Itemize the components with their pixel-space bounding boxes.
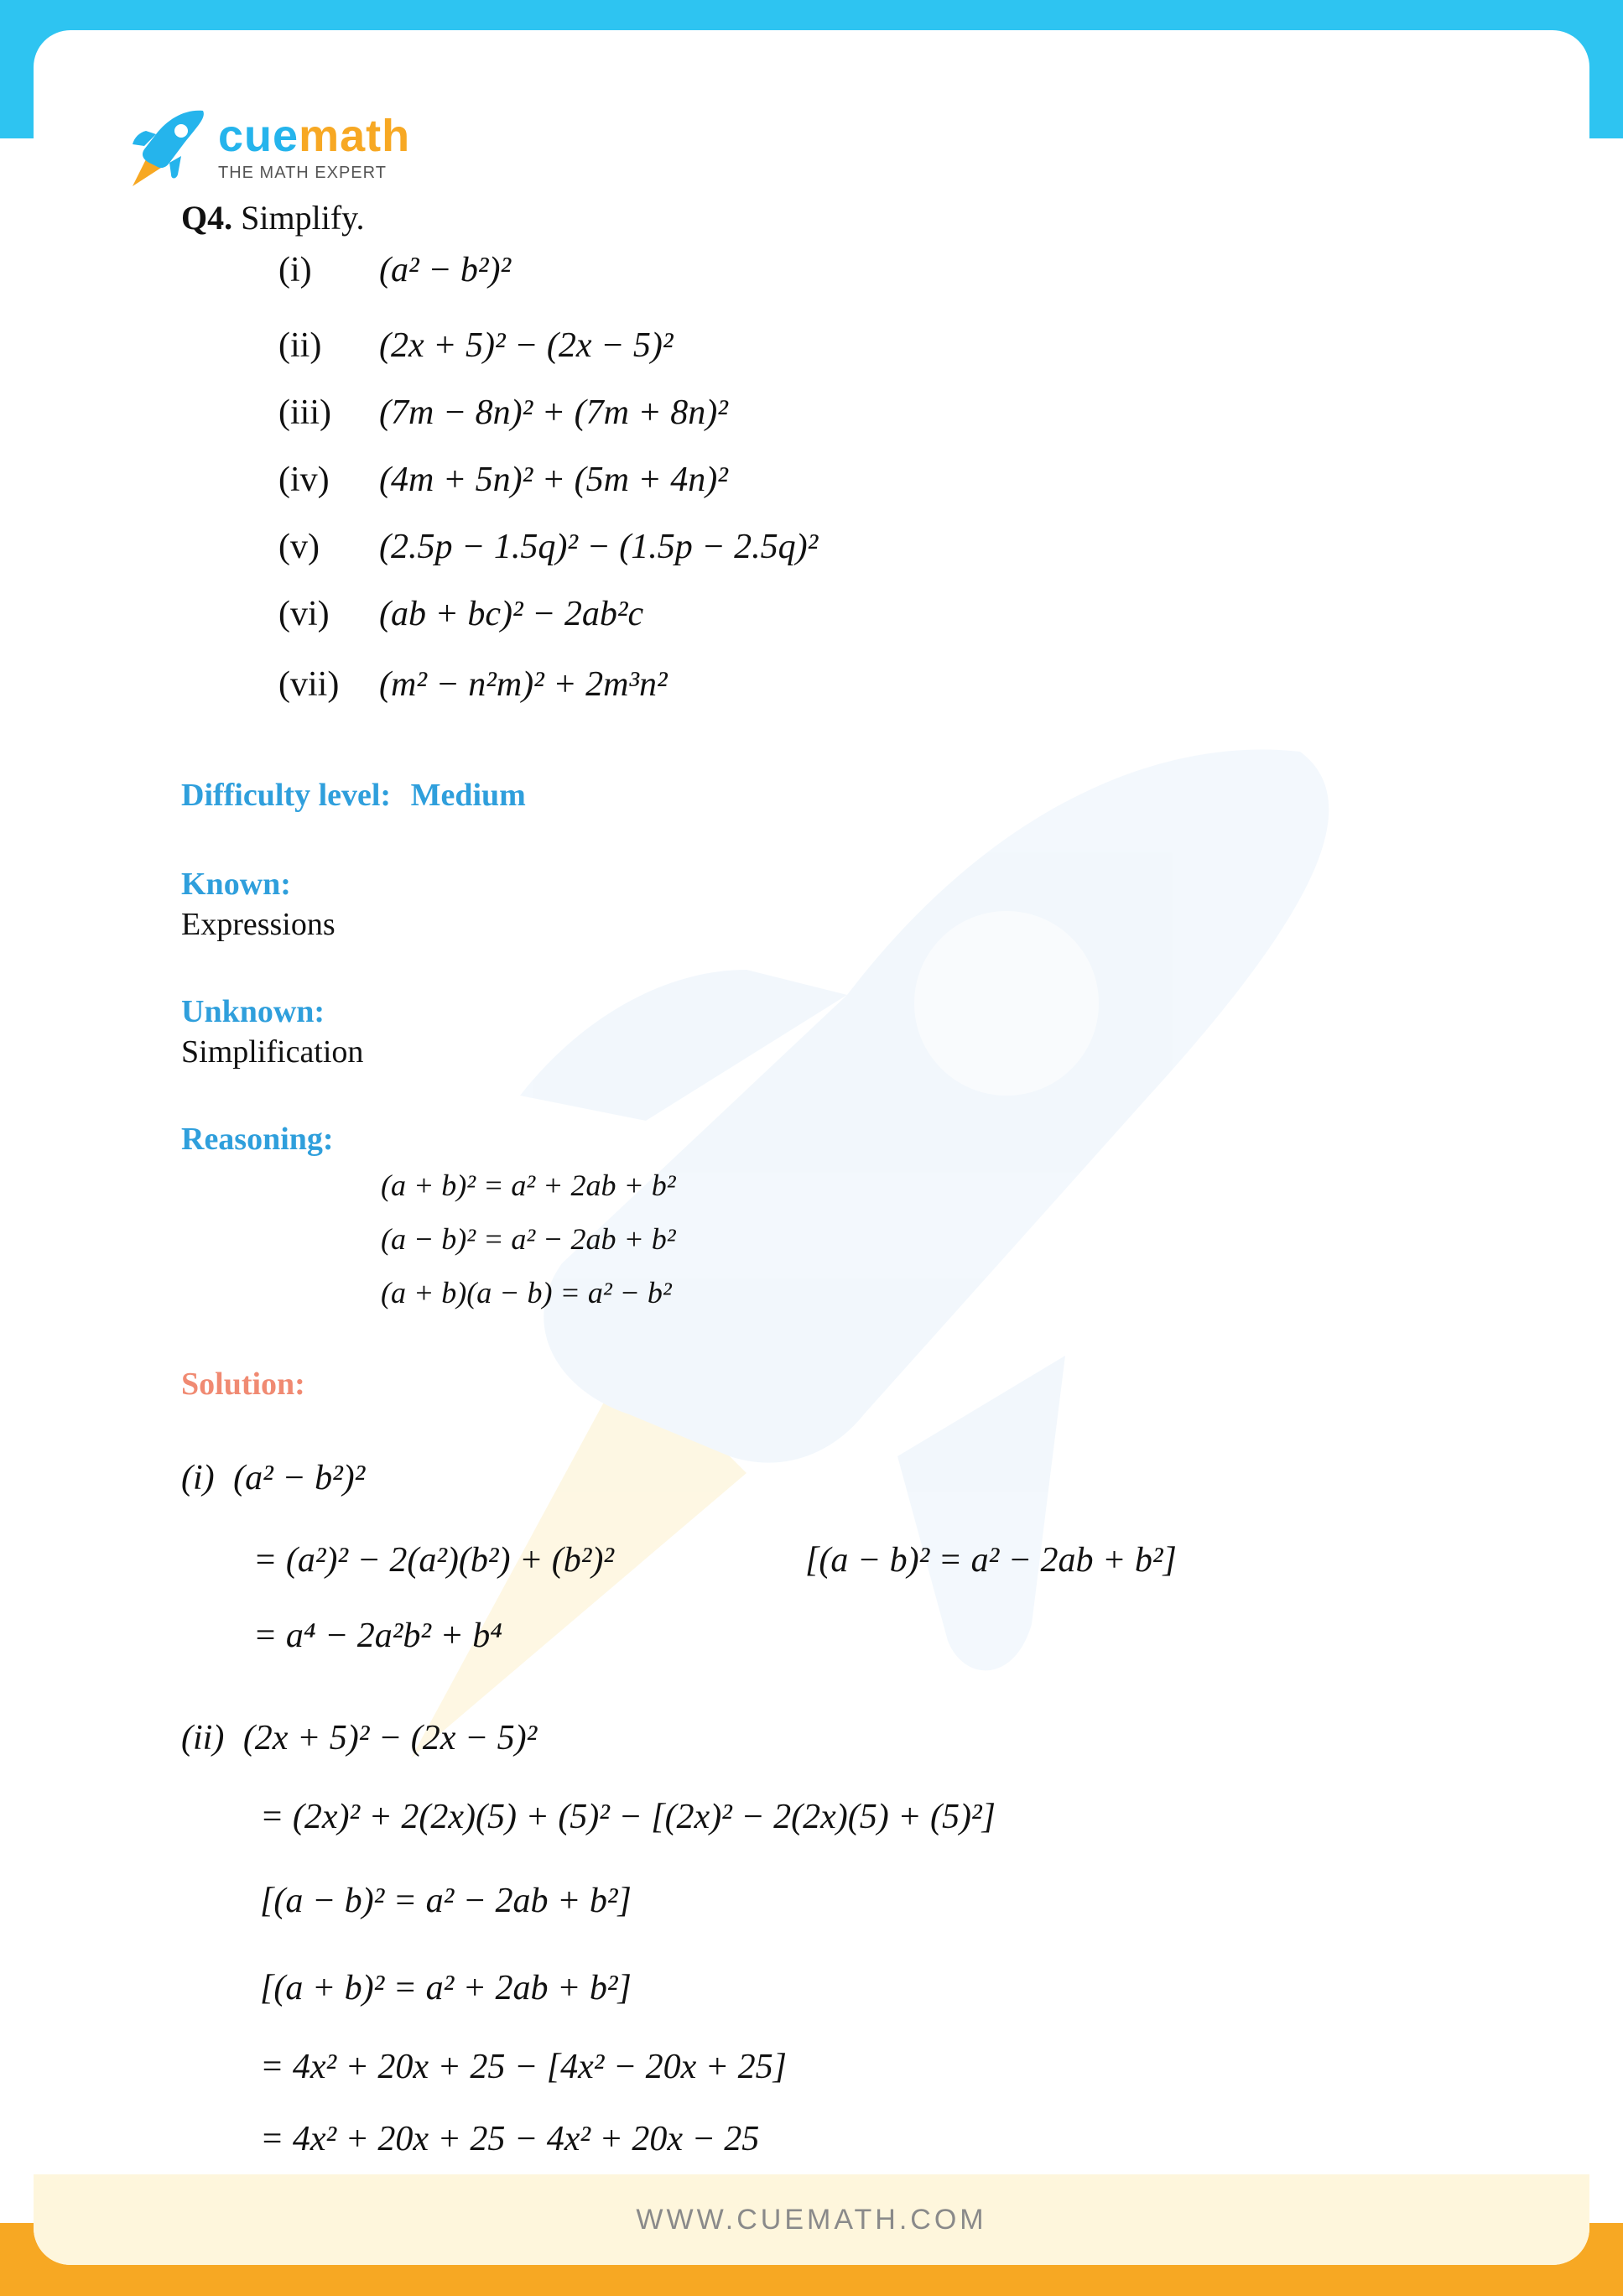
- solution-step: = a⁴ − 2a²b² + b⁴: [253, 1617, 502, 1655]
- difficulty-label: Difficulty level:: [181, 778, 392, 813]
- identity-formula: (a + b)² = a² + 2ab + b²: [381, 1169, 676, 1202]
- solution-part-expression: (2x + 5)² − (2x − 5)²: [242, 1719, 538, 1757]
- part-label: (vi): [278, 595, 330, 633]
- difficulty-value: Medium: [410, 778, 526, 813]
- solution-step-cancelled: = 4x² + 20x + 25 − 4x² + 20x − 25: [260, 2120, 760, 2158]
- solution-part-ii-heading: [181, 1718, 537, 1758]
- question-heading: [181, 198, 365, 237]
- identity-formula: (a + b)(a − b) = a² − b²: [381, 1276, 672, 1309]
- identity-bracket: [(a − b)² = a² − 2ab + b²]: [805, 1541, 1177, 1580]
- part-expression: (2x + 5)² − (2x − 5)²: [379, 326, 674, 365]
- solution-part-label: (ii): [181, 1719, 225, 1757]
- logo-tagline: THE MATH EXPERT: [218, 163, 387, 182]
- website-url: WWW.CUEMATH.COM: [636, 2203, 987, 2236]
- difficulty-level: [181, 777, 526, 814]
- solution-part-expression: (a² − b²)²: [233, 1459, 366, 1497]
- known-heading: Known:: [181, 867, 291, 902]
- known-text: Expressions: [181, 907, 336, 942]
- solution-step: = 4x² + 20x + 25 − [4x² − 20x + 25]: [260, 2048, 787, 2086]
- solution-step: = (2x)² + 2(2x)(5) + (5)² − [(2x)² − 2(2x)(5) + (5)²]: [260, 1798, 996, 1836]
- solution-step: = (a²)² − 2(a²)(b²) + (b²)²: [253, 1541, 614, 1580]
- unknown-heading: Unknown:: [181, 994, 325, 1029]
- rocket-watermark-icon: [310, 718, 1367, 1825]
- part-label: (v): [278, 528, 320, 566]
- cuemath-logo: [126, 106, 410, 190]
- solution-part-label: (i): [181, 1459, 215, 1497]
- rocket-logo-icon: [126, 106, 210, 190]
- part-expression: (a² − b²)²: [379, 251, 512, 289]
- footer: [34, 2174, 1589, 2265]
- unknown-text: Simplification: [181, 1034, 364, 1070]
- identity-bracket: [(a + b)² = a² + 2ab + b²]: [260, 1969, 632, 2007]
- solution-part-i-heading: [181, 1458, 365, 1498]
- part-expression: (m² − n²m)² + 2m³n²: [379, 665, 668, 704]
- part-expression: (4m + 5n)² + (5m + 4n)²: [379, 461, 728, 499]
- identity-formula: (a − b)² = a² − 2ab + b²: [381, 1222, 676, 1256]
- logo-wordmark: cuemath: [218, 110, 411, 161]
- part-label: (iv): [278, 461, 330, 499]
- part-label: (vii): [278, 665, 340, 704]
- part-expression: (ab + bc)² − 2ab²c: [379, 595, 644, 633]
- reasoning-heading: Reasoning:: [181, 1122, 334, 1157]
- page-card: [34, 30, 1589, 2265]
- part-label: (iii): [278, 393, 331, 432]
- identity-bracket: [(a − b)² = a² − 2ab + b²]: [260, 1882, 632, 1920]
- part-label: (ii): [278, 326, 322, 365]
- part-expression: (7m − 8n)² + (7m + 8n)²: [379, 393, 728, 432]
- part-expression: (2.5p − 1.5q)² − (1.5p − 2.5q)²: [379, 528, 819, 566]
- question-number: Q4.: [181, 199, 233, 237]
- solution-heading: Solution:: [181, 1367, 305, 1402]
- part-label: (i): [278, 251, 312, 289]
- question-prompt: Simplify.: [241, 199, 365, 237]
